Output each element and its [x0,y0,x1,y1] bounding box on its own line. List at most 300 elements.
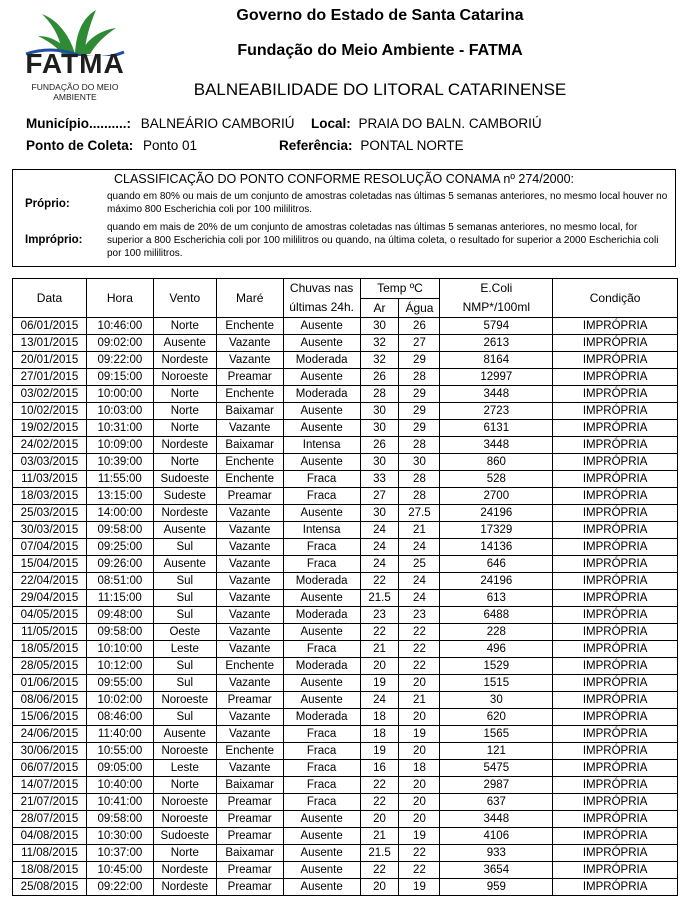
cell-hora: 13:15:00 [86,488,153,505]
table-row [13,505,678,522]
cell-mare: Preamar [216,828,283,845]
cell-mare: Vazante [216,607,283,624]
cell-hora: 09:22:00 [86,352,153,369]
cell-mare: Preamar [216,862,283,879]
cell-condicao: IMPRÓPRIA [553,590,678,607]
table-row [13,624,678,641]
cell-vento: Norte [153,403,216,420]
cell-chuvas: Ausente [283,845,360,862]
header-ecoli [440,279,553,318]
cell-data: 25/08/2015 [13,879,87,896]
table-row [13,352,678,369]
cell-chuvas: Ausente [283,879,360,896]
cell-ecoli: 613 [440,590,553,607]
cell-chuvas: Fraca [283,794,360,811]
cell-vento: Ausente [153,335,216,352]
cell-vento: Noroeste [153,743,216,760]
cell-agua: 23 [399,607,440,624]
cell-chuvas: Moderada [283,352,360,369]
cell-agua: 22 [399,658,440,675]
cell-agua: 29 [399,420,440,437]
cell-condicao: IMPRÓPRIA [553,641,678,658]
cell-mare: Preamar [216,692,283,709]
cell-ecoli: 860 [440,454,553,471]
cell-chuvas: Moderada [283,658,360,675]
cell-ar: 20 [360,811,399,828]
cell-chuvas: Fraca [283,641,360,658]
cell-ar: 23 [360,607,399,624]
logo-text: FATMA [25,48,125,79]
cell-hora: 10:55:00 [86,743,153,760]
cell-chuvas: Moderada [283,386,360,403]
government-title: Governo do Estado de Santa Catarina [236,7,524,24]
table-row [13,607,678,624]
cell-ar: 24 [360,692,399,709]
cell-ar: 32 [360,335,399,352]
cell-hora: 11:55:00 [86,471,153,488]
cell-ar: 19 [360,743,399,760]
cell-agua: 21 [399,692,440,709]
cell-condicao: IMPRÓPRIA [553,811,678,828]
cell-ar: 19 [360,675,399,692]
cell-agua: 22 [399,862,440,879]
cell-data: 25/03/2015 [13,505,87,522]
cell-ar: 27 [360,488,399,505]
cell-condicao: IMPRÓPRIA [553,845,678,862]
cell-data: 27/01/2015 [13,369,87,386]
cell-ar: 21 [360,828,399,845]
cell-agua: 20 [399,709,440,726]
ponto-value: Ponto 01 [143,138,198,153]
cell-data: 21/07/2015 [13,794,87,811]
cell-ecoli: 24196 [440,505,553,522]
cell-condicao: IMPRÓPRIA [553,437,678,454]
cell-hora: 09:02:00 [86,335,153,352]
cell-data: 15/04/2015 [13,556,87,573]
table-row [13,590,678,607]
cell-mare: Preamar [216,879,283,896]
cell-condicao: IMPRÓPRIA [553,573,678,590]
cell-ar: 33 [360,471,399,488]
table-row [13,573,678,590]
cell-agua: 18 [399,760,440,777]
cell-agua: 24 [399,590,440,607]
header-hora: Hora [86,279,153,318]
proprio-label: Próprio: [25,198,70,210]
cell-data: 14/07/2015 [13,777,87,794]
cell-data: 04/08/2015 [13,828,87,845]
cell-ar: 21.5 [360,845,399,862]
cell-vento: Leste [153,641,216,658]
cell-condicao: IMPRÓPRIA [553,505,678,522]
cell-condicao: IMPRÓPRIA [553,675,678,692]
cell-condicao: IMPRÓPRIA [553,607,678,624]
cell-ecoli: 1515 [440,675,553,692]
cell-ar: 20 [360,879,399,896]
cell-vento: Ausente [153,522,216,539]
table-row [13,862,678,879]
cell-ecoli: 24196 [440,573,553,590]
cell-vento: Noroeste [153,811,216,828]
cell-data: 13/01/2015 [13,335,87,352]
cell-ecoli: 933 [440,845,553,862]
cell-agua: 28 [399,488,440,505]
cell-vento: Norte [153,777,216,794]
cell-ar: 30 [360,505,399,522]
table-row [13,658,678,675]
cell-chuvas: Fraca [283,488,360,505]
table-row [13,318,678,335]
cell-ecoli: 4106 [440,828,553,845]
cell-ecoli: 646 [440,556,553,573]
table-row [13,420,678,437]
cell-ar: 30 [360,318,399,335]
cell-condicao: IMPRÓPRIA [553,352,678,369]
table-row [13,437,678,454]
cell-mare: Vazante [216,420,283,437]
cell-mare: Vazante [216,556,283,573]
cell-chuvas: Ausente [283,454,360,471]
cell-mare: Baixamar [216,777,283,794]
cell-data: 30/06/2015 [13,743,87,760]
cell-ar: 24 [360,539,399,556]
table-row [13,777,678,794]
cell-chuvas: Ausente [283,862,360,879]
cell-condicao: IMPRÓPRIA [553,471,678,488]
cell-vento: Norte [153,845,216,862]
cell-condicao: IMPRÓPRIA [553,522,678,539]
cell-agua: 28 [399,471,440,488]
cell-condicao: IMPRÓPRIA [553,369,678,386]
cell-vento: Ausente [153,726,216,743]
ponto-row [26,138,197,153]
foundation-title: Fundação do Meio Ambiente - FATMA [237,42,523,59]
cell-condicao: IMPRÓPRIA [553,403,678,420]
cell-ecoli: 637 [440,794,553,811]
cell-data: 19/02/2015 [13,420,87,437]
cell-agua: 24 [399,573,440,590]
table-row [13,760,678,777]
cell-chuvas: Fraca [283,743,360,760]
cell-data: 24/06/2015 [13,726,87,743]
table-row [13,369,678,386]
cell-ecoli: 3654 [440,862,553,879]
table-row [13,556,678,573]
cell-condicao: IMPRÓPRIA [553,624,678,641]
cell-condicao: IMPRÓPRIA [553,386,678,403]
cell-vento: Sudeste [153,488,216,505]
cell-data: 18/03/2015 [13,488,87,505]
cell-mare: Preamar [216,794,283,811]
cell-vento: Noroeste [153,794,216,811]
table-row [13,675,678,692]
municipio-value: BALNEÁRIO CAMBORIÚ [140,116,295,131]
cell-hora: 10:31:00 [86,420,153,437]
cell-ecoli: 14136 [440,539,553,556]
header-temp: Temp ºC [360,279,440,299]
cell-data: 07/04/2015 [13,539,87,556]
cell-hora: 09:05:00 [86,760,153,777]
cell-ar: 22 [360,573,399,590]
cell-vento: Sul [153,573,216,590]
cell-vento: Sudoeste [153,471,216,488]
cell-hora: 10:12:00 [86,658,153,675]
cell-data: 03/02/2015 [13,386,87,403]
cell-hora: 11:15:00 [86,590,153,607]
cell-condicao: IMPRÓPRIA [553,794,678,811]
fatma-logo [20,6,130,102]
cell-ecoli: 3448 [440,811,553,828]
cell-chuvas: Fraca [283,777,360,794]
table-row [13,335,678,352]
cell-vento: Nordeste [153,437,216,454]
water-quality-table [12,278,678,896]
cell-data: 06/07/2015 [13,760,87,777]
cell-agua: 27 [399,335,440,352]
cell-hora: 08:51:00 [86,573,153,590]
cell-chuvas: Fraca [283,556,360,573]
cell-data: 06/01/2015 [13,318,87,335]
cell-chuvas: Ausente [283,369,360,386]
cell-condicao: IMPRÓPRIA [553,709,678,726]
cell-mare: Enchente [216,454,283,471]
cell-agua: 29 [399,352,440,369]
table-row [13,828,678,845]
cell-mare: Enchente [216,743,283,760]
cell-ecoli: 2700 [440,488,553,505]
cell-ecoli: 620 [440,709,553,726]
cell-agua: 19 [399,879,440,896]
cell-ar: 26 [360,369,399,386]
cell-vento: Noroeste [153,692,216,709]
cell-hora: 09:55:00 [86,675,153,692]
cell-vento: Sul [153,675,216,692]
cell-ar: 30 [360,403,399,420]
cell-mare: Vazante [216,352,283,369]
cell-hora: 11:40:00 [86,726,153,743]
ponto-label: Ponto de Coleta: [26,138,134,153]
cell-mare: Enchente [216,386,283,403]
table-row [13,743,678,760]
cell-vento: Sul [153,539,216,556]
cell-ecoli: 6131 [440,420,553,437]
cell-agua: 29 [399,386,440,403]
cell-ar: 22 [360,794,399,811]
cell-mare: Vazante [216,573,283,590]
cell-hora: 10:41:00 [86,794,153,811]
cell-ar: 18 [360,726,399,743]
cell-data: 11/08/2015 [13,845,87,862]
cell-vento: Sul [153,590,216,607]
cell-agua: 20 [399,675,440,692]
cell-ecoli: 3448 [440,437,553,454]
cell-agua: 29 [399,403,440,420]
cell-vento: Nordeste [153,352,216,369]
cell-mare: Vazante [216,641,283,658]
cell-chuvas: Fraca [283,471,360,488]
cell-chuvas: Ausente [283,335,360,352]
cell-agua: 22 [399,641,440,658]
cell-vento: Norte [153,386,216,403]
header-ecoli-line1: E.Coli [480,281,513,295]
cell-agua: 20 [399,811,440,828]
cell-hora: 10:39:00 [86,454,153,471]
cell-condicao: IMPRÓPRIA [553,743,678,760]
cell-data: 11/05/2015 [13,624,87,641]
cell-vento: Norte [153,420,216,437]
cell-agua: 20 [399,777,440,794]
cell-condicao: IMPRÓPRIA [553,420,678,437]
cell-condicao: IMPRÓPRIA [553,777,678,794]
cell-ar: 16 [360,760,399,777]
cell-agua: 22 [399,624,440,641]
cell-ecoli: 17329 [440,522,553,539]
cell-chuvas: Moderada [283,573,360,590]
cell-ar: 32 [360,352,399,369]
cell-hora: 09:58:00 [86,811,153,828]
cell-hora: 10:46:00 [86,318,153,335]
local-label: Local: [311,116,351,131]
table-row [13,454,678,471]
cell-hora: 10:30:00 [86,828,153,845]
cell-hora: 08:46:00 [86,709,153,726]
cell-agua: 22 [399,845,440,862]
local-value: PRAIA DO BALN. CAMBORIÚ [358,116,542,131]
cell-ar: 22 [360,777,399,794]
cell-ar: 21 [360,641,399,658]
cell-mare: Preamar [216,488,283,505]
cell-agua: 25 [399,556,440,573]
cell-ar: 26 [360,437,399,454]
cell-ecoli: 959 [440,879,553,896]
cell-condicao: IMPRÓPRIA [553,539,678,556]
local-row [311,116,542,131]
cell-hora: 10:02:00 [86,692,153,709]
cell-condicao: IMPRÓPRIA [553,760,678,777]
cell-agua: 28 [399,369,440,386]
cell-condicao: IMPRÓPRIA [553,658,678,675]
cell-hora: 09:26:00 [86,556,153,573]
cell-hora: 10:45:00 [86,862,153,879]
cell-condicao: IMPRÓPRIA [553,862,678,879]
cell-data: 10/02/2015 [13,403,87,420]
logo-subtitle: FUNDAÇÃO DO MEIO AMBIENTE [31,82,119,102]
cell-ecoli: 528 [440,471,553,488]
cell-condicao: IMPRÓPRIA [553,318,678,335]
cell-mare: Enchente [216,318,283,335]
cell-data: 18/05/2015 [13,641,87,658]
table-row [13,641,678,658]
cell-agua: 28 [399,437,440,454]
cell-agua: 20 [399,743,440,760]
cell-chuvas: Fraca [283,726,360,743]
cell-mare: Preamar [216,369,283,386]
cell-ecoli: 5794 [440,318,553,335]
cell-condicao: IMPRÓPRIA [553,828,678,845]
header-vento: Vento [153,279,216,318]
page-title: BALNEABILIDADE DO LITORAL CATARINENSE [193,80,567,99]
cell-ar: 30 [360,454,399,471]
cell-chuvas: Ausente [283,811,360,828]
cell-condicao: IMPRÓPRIA [553,335,678,352]
cell-hora: 10:10:00 [86,641,153,658]
cell-ar: 24 [360,522,399,539]
cell-condicao: IMPRÓPRIA [553,454,678,471]
table-row [13,845,678,862]
cell-chuvas: Ausente [283,403,360,420]
cell-mare: Enchente [216,658,283,675]
cell-mare: Vazante [216,590,283,607]
cell-ar: 22 [360,624,399,641]
cell-vento: Norte [153,318,216,335]
cell-hora: 10:09:00 [86,437,153,454]
cell-mare: Baixamar [216,403,283,420]
cell-vento: Norte [153,454,216,471]
table-row [13,386,678,403]
table-body [13,318,678,896]
cell-vento: Nordeste [153,879,216,896]
cell-mare: Vazante [216,335,283,352]
referencia-row [279,138,464,153]
cell-hora: 10:03:00 [86,403,153,420]
cell-ecoli: 5475 [440,760,553,777]
cell-hora: 10:00:00 [86,386,153,403]
cell-hora: 09:22:00 [86,879,153,896]
cell-hora: 09:15:00 [86,369,153,386]
cell-ar: 22 [360,862,399,879]
cell-data: 30/03/2015 [13,522,87,539]
header-chuvas [283,279,360,318]
cell-mare: Vazante [216,505,283,522]
cell-vento: Oeste [153,624,216,641]
cell-agua: 21 [399,522,440,539]
cell-chuvas: Ausente [283,505,360,522]
cell-data: 28/05/2015 [13,658,87,675]
cell-ar: 21.5 [360,590,399,607]
improprio-label: Impróprio: [25,234,83,246]
cell-data: 04/05/2015 [13,607,87,624]
cell-chuvas: Ausente [283,420,360,437]
cell-mare: Vazante [216,539,283,556]
cell-agua: 27.5 [399,505,440,522]
header-chuvas-line2: últimas 24h. [289,300,354,314]
header-data: Data [13,279,87,318]
header-agua: Água [399,298,440,318]
cell-ecoli: 12997 [440,369,553,386]
cell-data: 22/04/2015 [13,573,87,590]
table-row [13,794,678,811]
cell-agua: 19 [399,828,440,845]
cell-mare: Vazante [216,726,283,743]
cell-ecoli: 6488 [440,607,553,624]
classification-box [12,169,676,267]
cell-ar: 28 [360,386,399,403]
cell-ar: 30 [360,420,399,437]
cell-condicao: IMPRÓPRIA [553,488,678,505]
cell-chuvas: Moderada [283,709,360,726]
cell-chuvas: Ausente [283,828,360,845]
cell-data: 03/03/2015 [13,454,87,471]
cell-mare: Vazante [216,624,283,641]
cell-hora: 10:37:00 [86,845,153,862]
cell-data: 20/01/2015 [13,352,87,369]
classification-title: CLASSIFICAÇÃO DO PONTO CONFORME RESOLUÇÃO CONAMA nº 274/2000: [113,172,574,186]
cell-vento: Sul [153,607,216,624]
cell-condicao: IMPRÓPRIA [553,879,678,896]
cell-vento: Sul [153,709,216,726]
cell-vento: Nordeste [153,862,216,879]
cell-data: 18/08/2015 [13,862,87,879]
